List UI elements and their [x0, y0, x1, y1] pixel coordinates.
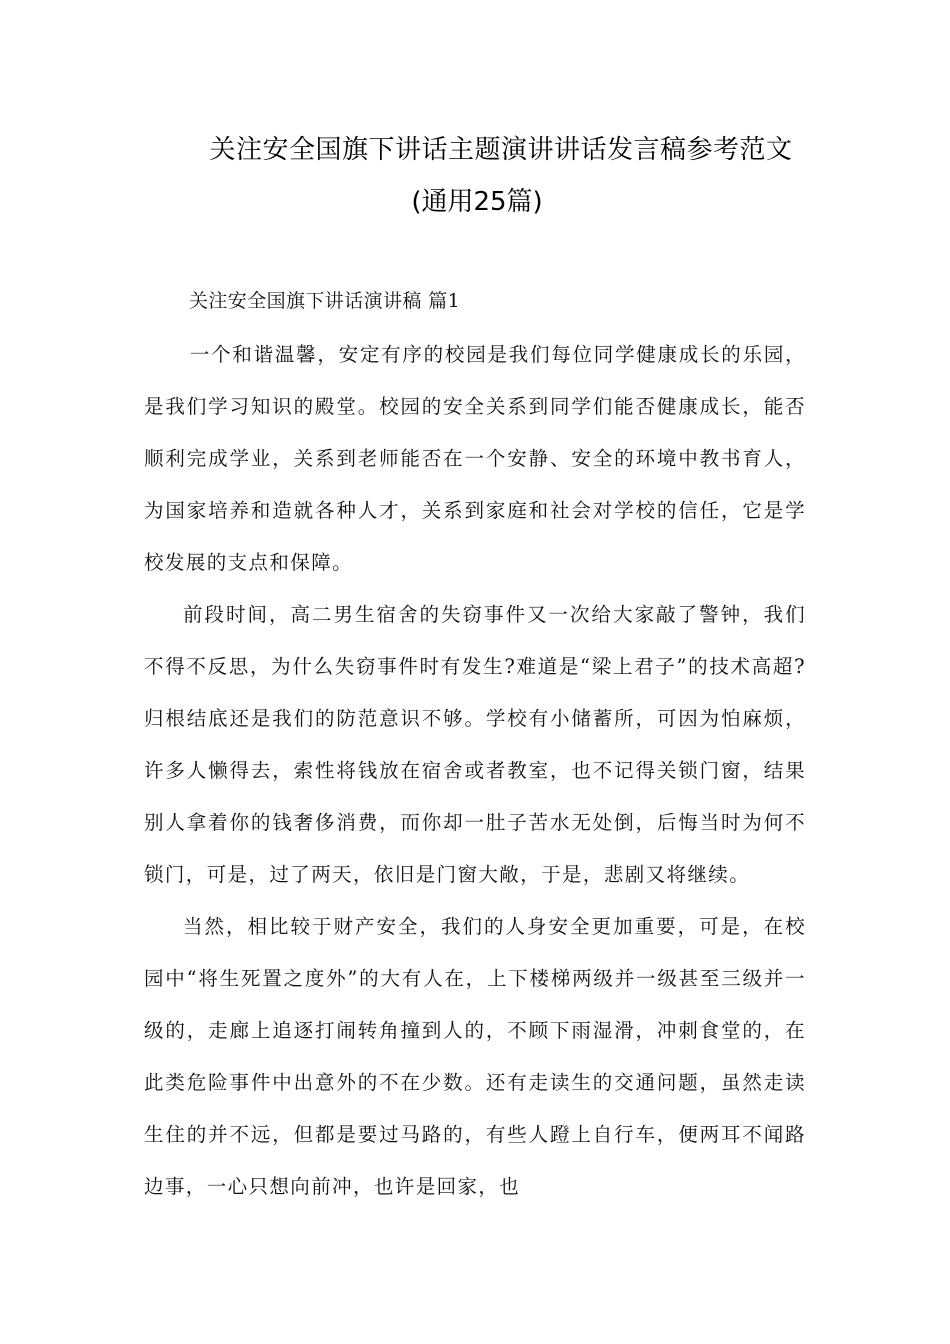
title-line-1: 关注安全国旗下讲话主题演讲讲话发言稿参考范文 [209, 135, 793, 165]
title-line-2: (通用25篇) [411, 187, 543, 217]
paragraph-1: 一个和谐温馨，安定有序的校园是我们每位同学健康成长的乐园，是我们学习知识的殿堂。校园的安全关系到同学们能否健康成长，能否顺利完成学业，关系到老师能否在一个安静、安全的环境中教书育人，为国家培养和造就各种人才，关系到家庭和社会对学校的信任，它是学校发展的支点和保障。 [144, 343, 806, 574]
document-title [0, 124, 950, 228]
paragraph-3: 当然，相比较于财产安全，我们的人身安全更加重要，可是，在校园中“将生死置之度外”的大有人在，上下楼梯两级并一级甚至三级并一级的，走廊上追逐打闹转角撞到人的，不顾下雨湿滑，冲刺食堂的，在此类危险事件中出意外的不在少数。还有走读生的交通问题，虽然走读生住的并不远，但都是要过马路的，有些人蹬上自行车，便两耳不闻路边事，一心只想向前冲，也许是回家，也 [144, 915, 806, 1198]
paragraph-2: 前段时间，高二男生宿舍的失窃事件又一次给大家敲了警钟，我们不得不反思，为什么失窃事件时有发生?难道是“梁上君子”的技术高超?归根结底还是我们的防范意识不够。学校有小储蓄所，可因为怕麻烦，许多人懒得去，索性将钱放在宿舍或者教室，也不记得关锁门窗，结果别人拿着你的钱奢侈消费，而你却一肚子苦水无处倒，后悔当时为何不锁门，可是，过了两天，依旧是门窗大敞，于是，悲剧又将继续。 [144, 603, 806, 886]
body-text [144, 329, 806, 1213]
section-heading: 关注安全国旗下讲话演讲稿 篇1 [189, 290, 461, 312]
